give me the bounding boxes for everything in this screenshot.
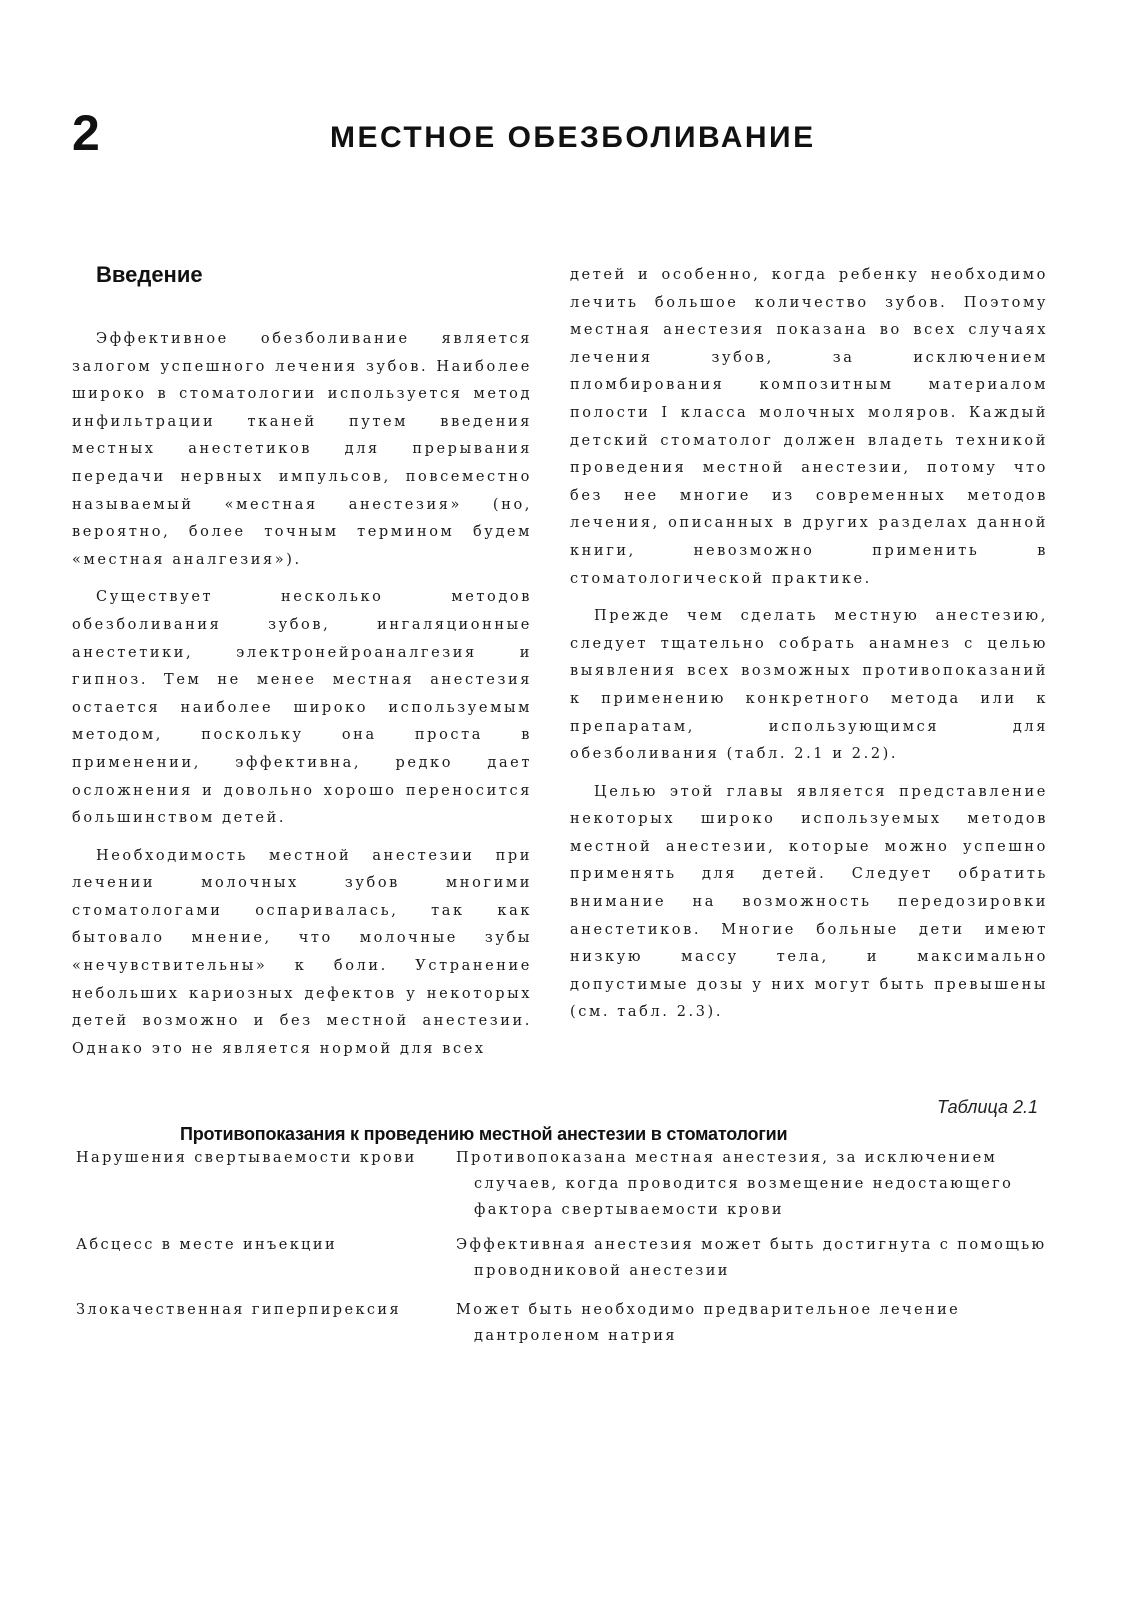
paragraph: Необходимость местной анестезии при лечении молочных зубов многими стоматологами оспаривалась, так как бытовало мнение, что молочные зубы «нечувствительны» к боли. Устранение небольших кариозных дефектов у некоторых детей возможно и без местной анестезии. Однако это не является нормой для всех <box>72 847 532 1057</box>
table-note: Противопоказана местная анестезия, за исключением случаев, когда проводится возмещение недостающего фактора свертываемости крови <box>456 1150 1014 1218</box>
table-caption: Таблица 2.1 <box>936 1097 1038 1117</box>
paragraph: Эффективное обезболивание является залогом успешного лечения зубов. Наиболее широко в стоматологии используется метод инфильтрации тканей путем введения местных анестетиков для прерывания передачи нервных импульсов, повсеместно называемый «местная анестезия» (но, вероятно, более точным термином будем «местная аналгезия»). <box>72 331 532 568</box>
right-column <box>570 262 1048 1037</box>
table-condition: Нарушения свертываемости крови <box>76 1150 417 1166</box>
left-column <box>72 260 532 1073</box>
section-heading: Введение <box>96 262 203 287</box>
table-note: Может быть необходимо предварительное лечение дантроленом натрия <box>456 1302 961 1344</box>
paragraph: Целью этой главы является представление некоторых широко используемых методов местной анестезии, которые можно успешно применять для детей. Следует обратить внимание на возможность передозировки анестетиков. Многие больные дети имеют низкую массу тела, и максимально допустимые дозы у них могут быть превышены (см. табл. 2.3). <box>570 783 1048 1021</box>
paragraph: Существует несколько методов обезболивания зубов, ингаляционные анестетики, электронейроаналгезия и гипноз. Тем не менее местная анестезия остается наиболее широко используемым методом, поскольку она проста в применении, эффективна, редко дает осложнения и довольно хорошо переносится большинством детей. <box>72 589 532 827</box>
paragraph-continued: детей и особенно, когда ребенку необходимо лечить большое количество зубов. Поэтому местная анестезия показана во всех случаях лечения зубов, за исключением пломбирования композитным материалом полости I класса молочных моляров. Каждый детский стоматолог должен владеть техникой проведения местной анестезии, потому что без нее многие из современных методов лечения, описанных в других разделах данной книги, невозможно применить в стоматологической практике. <box>570 267 1048 587</box>
chapter-title: МЕСТНОЕ ОБЕЗБОЛИВАНИЕ <box>330 121 816 154</box>
paragraph: Прежде чем сделать местную анестезию, следует тщательно собрать анамнез с целью выявления всех возможных противопоказаний к применению конкретного метода или к препаратам, использующимся для обезболивания (табл. 2.1 и 2.2). <box>570 608 1048 763</box>
table-note: Эффективная анестезия может быть достигнута с помощью проводниковой анестезии <box>456 1237 1047 1279</box>
table-title: Противопоказания к проведению местной анестезии в стоматологии <box>180 1124 788 1144</box>
chapter-number: 2 <box>72 105 100 161</box>
table-condition: Абсцесс в месте инъекции <box>76 1237 338 1253</box>
table-condition: Злокачественная гиперпирексия <box>76 1302 402 1318</box>
